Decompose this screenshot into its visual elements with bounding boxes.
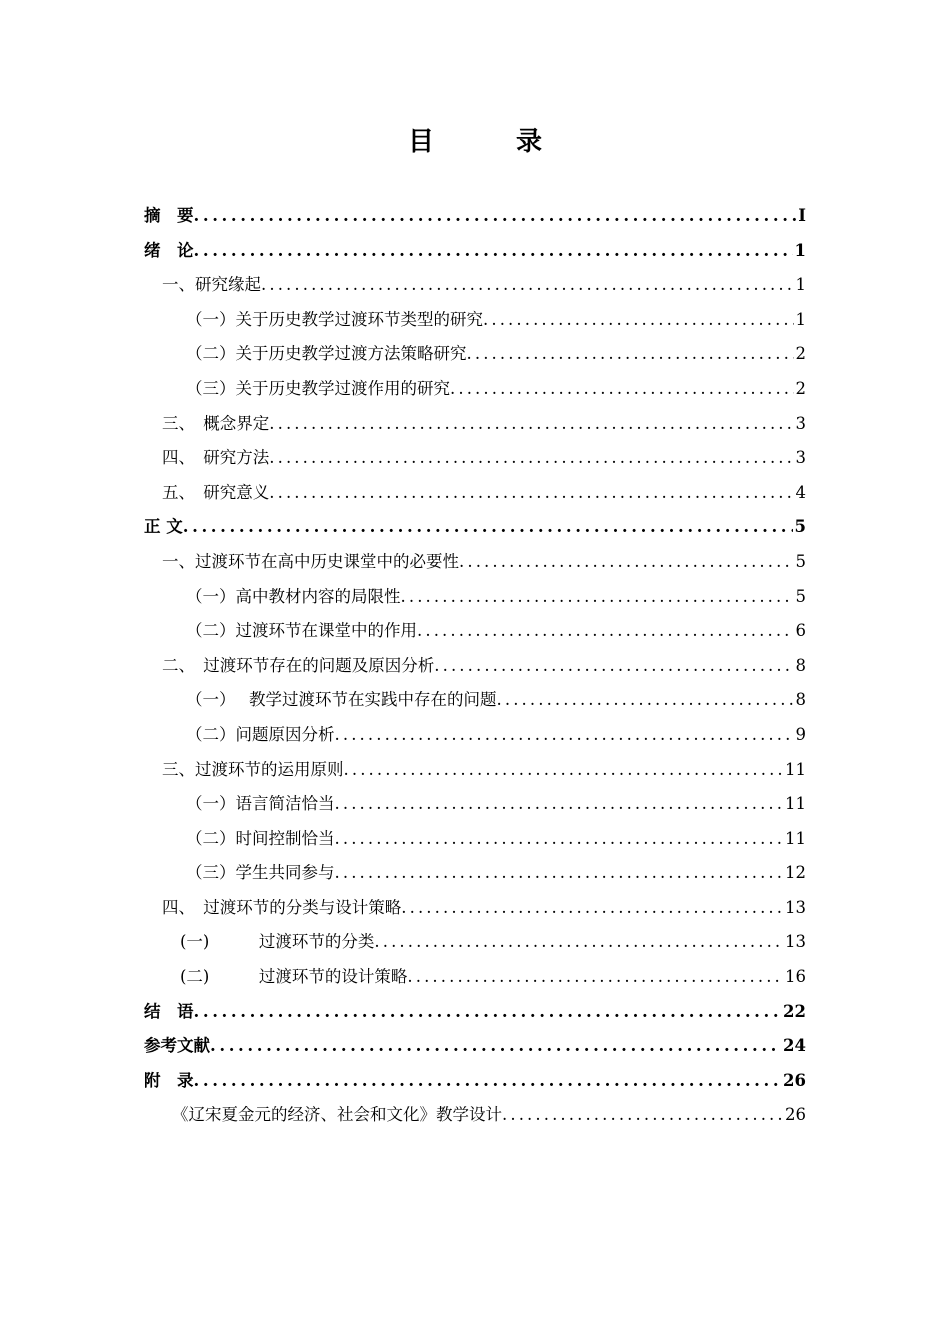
toc-entry-conclusion[interactable] [144,995,806,1030]
toc-entry[interactable] [144,856,806,891]
toc-page-number: I [798,206,806,225]
toc-entry-label: （二）关于历史教学过渡方法策略研究 [186,344,467,364]
toc-entry[interactable] [144,545,806,580]
toc-page-number: 9 [795,724,806,744]
toc-page-number: 3 [795,448,806,468]
toc-entry[interactable] [144,753,806,788]
toc-page-number: 11 [785,828,806,848]
dot-leader [374,925,783,960]
toc-page-number: 5 [795,551,806,571]
toc-entry-appendix[interactable] [144,1064,806,1099]
toc-page-number: 1 [795,275,806,295]
toc-entry-label: （三）学生共同参与 [186,863,335,883]
toc-entry[interactable] [144,649,806,684]
toc-entry-references[interactable] [144,1029,806,1064]
dot-leader [269,441,793,476]
toc-page-number: 4 [795,482,806,502]
toc-entry-main-text[interactable] [144,510,806,545]
toc-entry[interactable] [144,303,806,338]
toc-entry[interactable] [144,580,806,615]
toc-entry[interactable] [144,476,806,511]
dot-leader [269,407,793,442]
dot-leader [183,510,793,545]
toc-entry[interactable] [144,1098,806,1133]
toc-entry-label: 绪 论 [144,240,194,260]
dot-leader [407,960,783,995]
toc-entry-label: 附 录 [144,1070,194,1090]
toc-entry[interactable] [144,268,806,303]
toc-entry-label: 三、过渡环节的运用原则 [162,759,344,779]
dot-leader [434,649,793,684]
toc-entry[interactable] [144,891,806,926]
dot-leader [194,1064,782,1099]
toc-entry-label: 参考文献 [144,1036,210,1056]
dot-leader [344,753,784,788]
toc-page-number: 1 [794,240,806,260]
toc-page-number: 8 [795,690,806,710]
dot-leader [417,614,794,649]
toc-entry-label: （三）关于历史教学过渡作用的研究 [186,378,450,398]
toc-entry-label: 三、 概念界定 [162,413,270,433]
dot-leader [335,856,784,891]
toc-entry[interactable] [144,407,806,442]
table-of-contents [144,199,806,1133]
toc-entry-label: 一、研究缘起 [162,275,261,295]
toc-entry-label: （二）问题原因分析 [186,724,335,744]
toc-entry[interactable] [144,683,806,718]
toc-entry[interactable] [144,614,806,649]
dot-leader [210,1029,781,1064]
dot-leader [502,1098,783,1133]
toc-entry-label: （二）过渡环节在课堂中的作用 [186,621,417,641]
dot-leader [194,199,797,234]
toc-page-number: 2 [795,344,806,364]
toc-page-number: 11 [785,794,806,814]
dot-leader [467,337,794,372]
page-title: 目 录 [407,127,570,157]
toc-entry[interactable] [144,822,806,857]
toc-entry-label: （二）时间控制恰当 [186,828,335,848]
toc-entry-label: (一) 过渡环节的分类 [180,932,375,952]
dot-leader [497,683,794,718]
toc-entry[interactable] [144,925,806,960]
toc-page-number: 6 [795,621,806,641]
toc-entry[interactable] [144,718,806,753]
toc-entry-introduction[interactable] [144,234,806,269]
toc-page-number: 13 [785,897,806,917]
toc-entry[interactable] [144,441,806,476]
toc-page-number: 5 [794,517,806,537]
dot-leader [401,580,794,615]
toc-page-number: 26 [783,1070,806,1090]
toc-entry[interactable] [144,337,806,372]
toc-entry-label: 二、 过渡环节存在的问题及原因分析 [162,655,435,675]
toc-entry-label: 四、 研究方法 [162,448,270,468]
toc-page-number: 8 [795,655,806,675]
toc-page-number: 13 [785,932,806,952]
dot-leader [483,303,794,338]
toc-entry-label: 《辽宋夏金元的经济、社会和文化》教学设计 [172,1105,502,1125]
toc-page-number: 16 [785,967,806,987]
toc-page-number: 22 [783,1001,806,1021]
toc-entry[interactable] [144,787,806,822]
toc-entry-label: 五、 研究意义 [162,482,270,502]
toc-entry-label: (二) 过渡环节的设计策略 [180,967,408,987]
dot-leader [194,995,782,1030]
toc-entry-label: （一）语言简洁恰当 [186,794,335,814]
dot-leader [194,234,793,269]
toc-page-number: 3 [795,413,806,433]
toc-entry-label: 四、 过渡环节的分类与设计策略 [162,897,402,917]
toc-page-number: 2 [795,378,806,398]
dot-leader [269,476,793,511]
toc-entry-label: （一）关于历史教学过渡环节类型的研究 [186,309,483,329]
toc-entry-label: 结 语 [144,1001,194,1021]
toc-entry-abstract[interactable] [144,199,806,234]
toc-entry-label: 正 文 [144,517,183,537]
dot-leader [459,545,794,580]
toc-page-number: 24 [783,1036,806,1056]
dot-leader [401,891,783,926]
toc-page-number: 26 [785,1105,806,1125]
toc-page-number: 5 [795,586,806,606]
toc-page-number: 1 [795,309,806,329]
toc-entry-label: （一） 教学过渡环节在实践中存在的问题 [186,690,497,710]
toc-entry[interactable] [144,960,806,995]
toc-entry-label: 摘 要 [144,206,194,225]
dot-leader [335,787,784,822]
toc-entry-label: 一、过渡环节在高中历史课堂中的必要性 [162,551,459,571]
toc-entry-label: （一）高中教材内容的局限性 [186,586,401,606]
dot-leader [450,372,794,407]
toc-page-number: 11 [785,759,806,779]
toc-entry[interactable] [144,372,806,407]
toc-page-number: 12 [785,863,806,883]
dot-leader [261,268,794,303]
dot-leader [335,718,794,753]
dot-leader [335,822,784,857]
